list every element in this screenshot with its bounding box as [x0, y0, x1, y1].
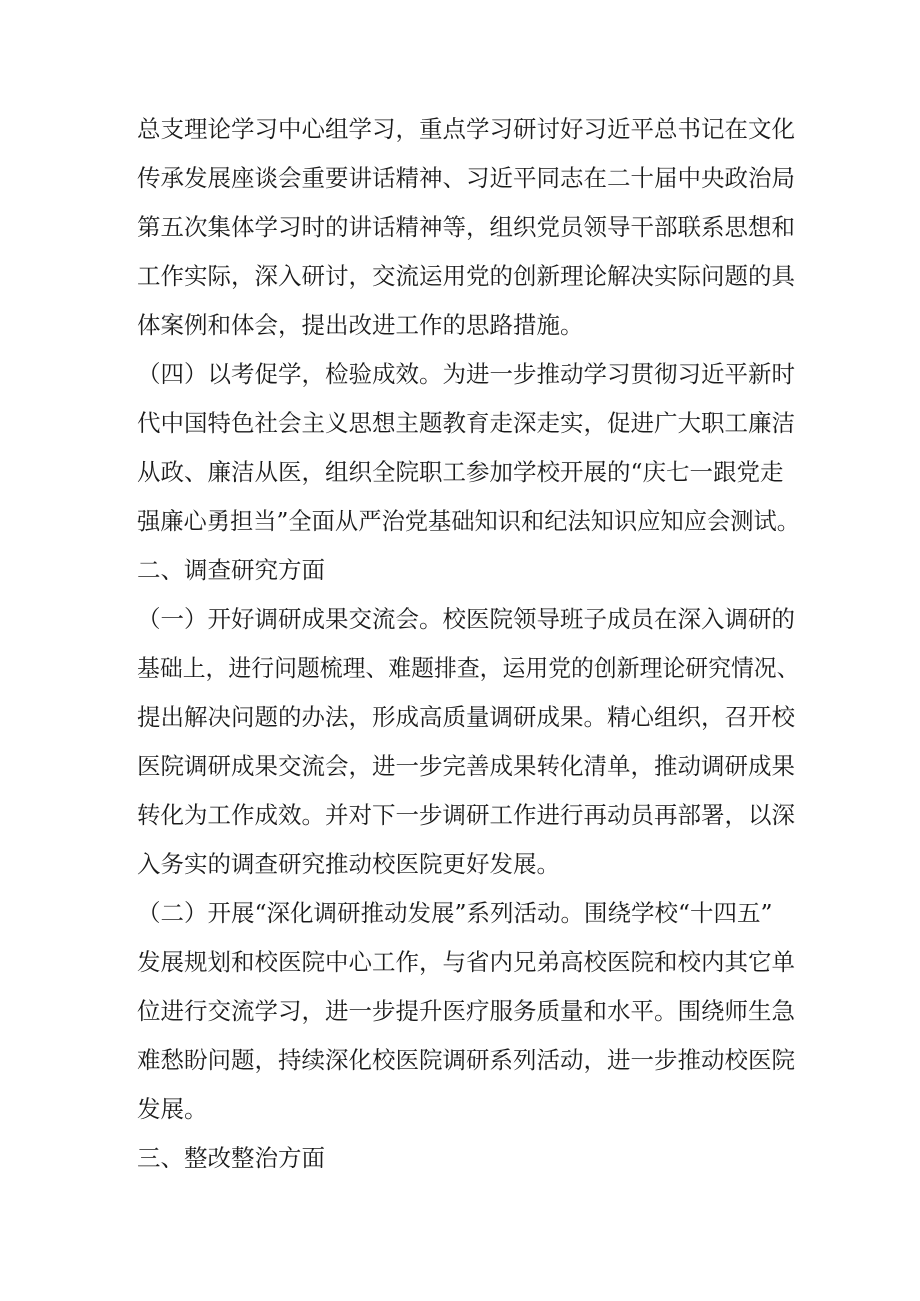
text-line: 基础上，进行问题梳理、难题排查，运用党的创新理论研究情况、 [137, 654, 800, 682]
text-line: 传承发展座谈会重要讲话精神、习近平同志在二十届中央政治局 [137, 164, 795, 192]
paragraph-four-heading-line: （四）以考促学，检验成效。为进一步推动学习贯彻习近平新时 [137, 360, 795, 388]
text-line: 从政、廉洁从医，组织全院职工参加学校开展的“庆七一跟党走 [137, 458, 784, 486]
paragraph-two-heading-line: （二）开展“深化调研推动发展”系列活动。围绕学校“十四五” [137, 899, 773, 927]
text-line: 强廉心勇担当”全面从严治党基础知识和纪法知识应知应会测试。 [137, 507, 801, 535]
text-line: 第五次集体学习时的讲话精神等，组织党员领导干部联系思想和 [137, 213, 795, 241]
text-line: 位进行交流学习，进一步提升医疗服务质量和水平。围绕师生急 [137, 997, 795, 1025]
text-line: 转化为工作成效。并对下一步调研工作进行再动员再部署，以深 [137, 801, 795, 829]
section-heading-research: 二、调查研究方面 [137, 556, 325, 584]
paragraph-one-heading-line: （一）开好调研成果交流会。校医院领导班子成员在深入调研的 [137, 605, 795, 633]
text-line: 入务实的调查研究推动校医院更好发展。 [137, 850, 560, 878]
text-line: 难愁盼问题，持续深化校医院调研系列活动，进一步推动校医院 [137, 1046, 795, 1074]
text-line: 代中国特色社会主义思想主题教育走深走实，促进广大职工廉洁 [137, 409, 795, 437]
section-heading-rectification: 三、整改整治方面 [137, 1144, 325, 1172]
text-line: 提出解决问题的办法，形成高质量调研成果。精心组织，召开校 [137, 703, 795, 731]
text-line: 体案例和体会，提出改进工作的思路措施。 [137, 311, 584, 339]
text-line: 发展规划和校医院中心工作，与省内兄弟高校医院和校内其它单 [137, 948, 795, 976]
text-line: 医院调研成果交流会，进一步完善成果转化清单，推动调研成果 [137, 752, 795, 780]
text-line: 总支理论学习中心组学习，重点学习研讨好习近平总书记在文化 [137, 115, 795, 143]
text-line: 工作实际，深入研讨，交流运用党的创新理论解决实际问题的具 [137, 262, 795, 290]
text-line: 发展。 [137, 1095, 208, 1123]
